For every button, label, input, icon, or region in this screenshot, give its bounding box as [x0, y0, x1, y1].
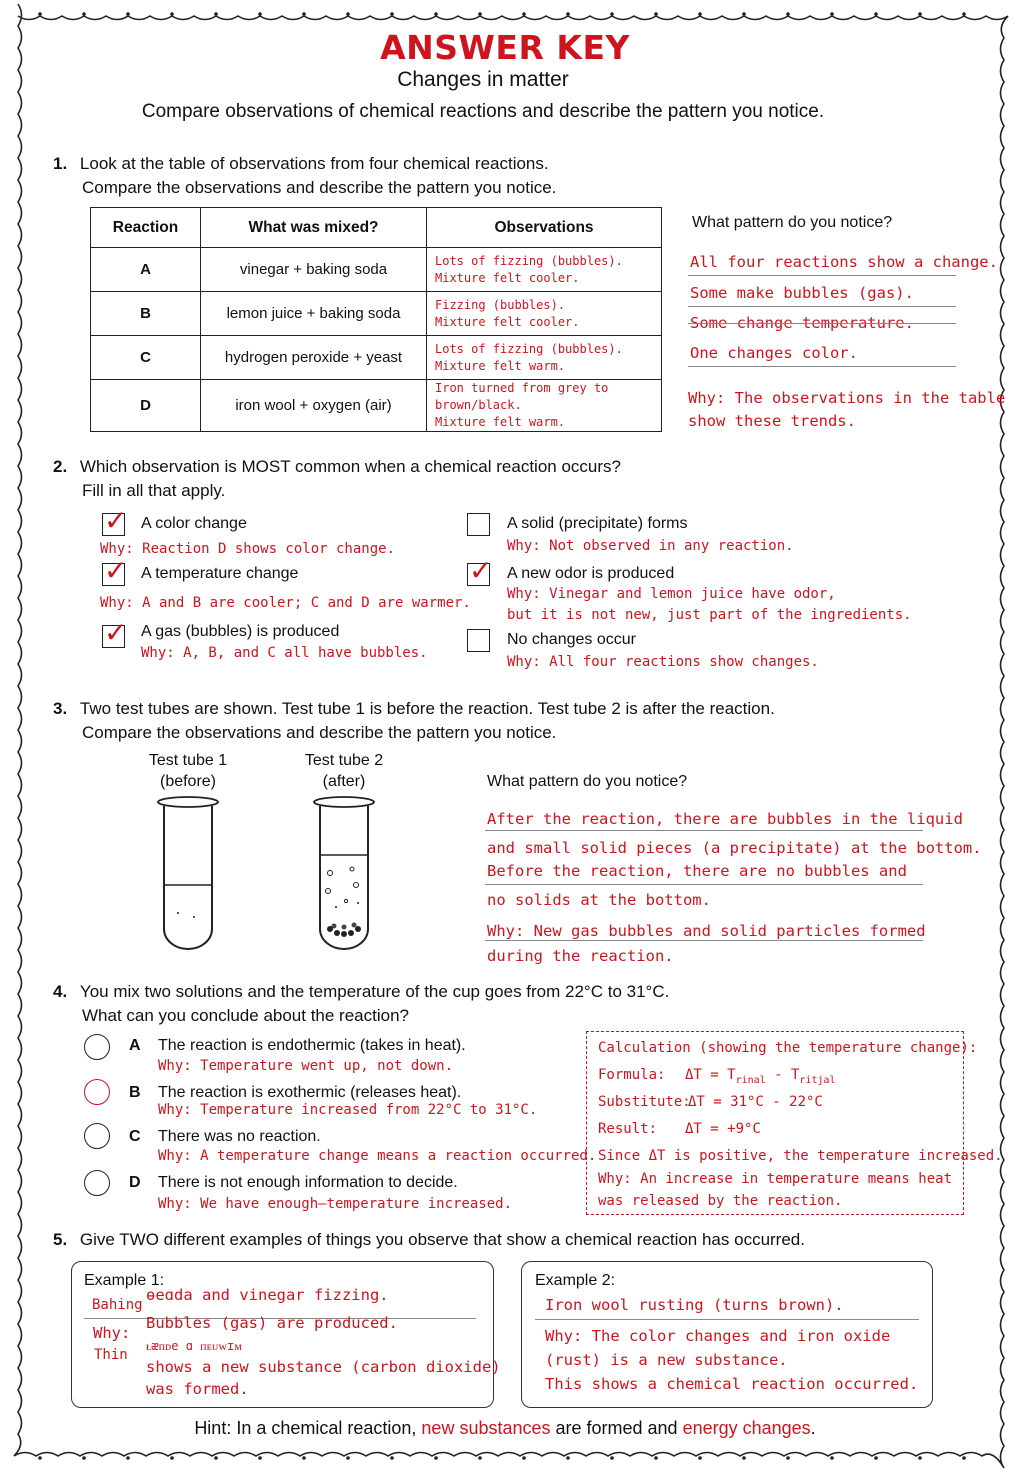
- option-label: A gas (bubbles) is produced: [141, 623, 340, 640]
- example-1-line: Why:: [93, 1324, 131, 1342]
- q4-number: 4.: [53, 982, 68, 1001]
- checkbox-solid-forms[interactable]: [467, 513, 490, 536]
- q2-line2: Fill in all that apply.: [82, 481, 226, 500]
- q3-line2: Compare the observations and describe the pattern you notice.: [82, 723, 557, 742]
- radio-option-b[interactable]: [84, 1079, 110, 1105]
- border-dot: [258, 1456, 262, 1460]
- q1-why-line: Why: The observations in the table: [688, 389, 1006, 407]
- border-dot: [126, 12, 130, 16]
- answer-rule: [688, 366, 956, 367]
- q1-why-line: show these trends.: [688, 412, 856, 430]
- q5-line1: Give TWO different examples of things you observe that show a chemical reaction has occurred.: [79, 1230, 805, 1249]
- q3-number: 3.: [53, 699, 68, 718]
- border-dot: [214, 12, 218, 16]
- test-tube-before: [150, 793, 230, 953]
- table-row: [91, 292, 662, 336]
- option-why: Why: Temperature increased from 22°C to 31°C.: [158, 1102, 538, 1118]
- mixed-cell: vinegar + baking soda: [201, 248, 427, 292]
- example-2-line: Iron wool rusting (turns brown).: [545, 1296, 844, 1314]
- example-1-line: Bahi̇ng: [92, 1297, 143, 1313]
- observations-table: [90, 207, 662, 432]
- calc-result-label: Result:: [598, 1121, 658, 1137]
- border-dot: [566, 12, 570, 16]
- border-dot: [918, 12, 922, 16]
- calc-result: ΔT = +9°C: [685, 1121, 761, 1137]
- option-label: A temperature change: [141, 565, 299, 582]
- example-2-line: This shows a chemical reaction occurred.: [545, 1375, 919, 1393]
- border-dot: [434, 1456, 438, 1460]
- example-1-line: shows a new substance (carbon dioxide): [146, 1358, 501, 1376]
- border-dot: [38, 12, 42, 16]
- option-letter: C: [129, 1128, 141, 1145]
- option-label: The reaction is exothermic (releases heat).: [158, 1084, 462, 1101]
- check-icon: ✓: [469, 554, 493, 587]
- q1-answer-line: All four reactions show a change.: [690, 253, 998, 271]
- observation-cell: Iron turned from grey to brown/black. Mixture felt warm.: [427, 380, 662, 432]
- border-dot: [830, 12, 834, 16]
- border-dot: [390, 1456, 394, 1460]
- q3-answer-line: no solids at the bottom.: [487, 891, 711, 909]
- border-dot: [522, 1456, 526, 1460]
- option-label: A color change: [141, 515, 247, 532]
- option-why: Why: A and B are cooler; C and D are warmer.: [100, 595, 471, 611]
- border-dot: [126, 1456, 130, 1460]
- reaction-cell: C: [91, 336, 201, 380]
- observation-cell: Fizzing (bubbles). Mixture felt cooler.: [427, 292, 662, 336]
- radio-option-a[interactable]: [84, 1034, 110, 1060]
- option-label: A solid (precipitate) forms: [507, 515, 688, 532]
- border-dot: [830, 1456, 834, 1460]
- option-why: Why: Reaction D shows color change.: [100, 541, 396, 557]
- option-letter: D: [129, 1174, 141, 1191]
- border-dot: [918, 1456, 922, 1460]
- q1-pattern-prompt: What pattern do you notice?: [692, 214, 893, 231]
- calc-substitute-label: Substitute:: [598, 1094, 691, 1110]
- mixed-cell: hydrogen peroxide + yeast: [201, 336, 427, 380]
- q1-number: 1.: [53, 154, 68, 173]
- example-1-line: ᴌᴂᴨᴅe ɑ ᴨᴇᴜᴡɪᴍ: [146, 1339, 242, 1353]
- answer-rule: [485, 940, 923, 941]
- option-label: No changes occur: [507, 631, 636, 648]
- border-dot: [390, 12, 394, 16]
- border-dot: [566, 1456, 570, 1460]
- calc-note: was released by the reaction.: [598, 1193, 843, 1209]
- q1-line2: Compare the observations and describe the pattern you notice.: [82, 178, 557, 197]
- q2-number: 2.: [53, 457, 68, 476]
- q1-line1: Look at the table of observations from four chemical reactions.: [79, 154, 549, 173]
- q3-line1: Two test tubes are shown. Test tube 1 is before the reaction. Test tube 2 is after the reaction.: [79, 699, 775, 718]
- option-label: The reaction is endothermic (takes in heat).: [158, 1037, 466, 1054]
- option-why: Why: Not observed in any reaction.: [507, 538, 794, 554]
- q2-prompt: [53, 455, 621, 503]
- border-dot: [698, 12, 702, 16]
- hint-emphasis: energy changes: [682, 1418, 811, 1438]
- border-dot: [610, 1456, 614, 1460]
- q3-answer-line: After the reaction, there are bubbles in the liquid: [487, 810, 963, 828]
- calc-substitute: ΔT = 31°C - 22°C: [688, 1094, 823, 1110]
- q3-prompt: [53, 697, 775, 745]
- option-letter: A: [129, 1037, 141, 1054]
- border-dot: [654, 12, 658, 16]
- option-label: There was no reaction.: [158, 1128, 321, 1145]
- example-1-line: Bubbles (gas) are produced.: [146, 1314, 398, 1332]
- calc-formula: $\Delta T = T_{rinal} - T_{ritjal}$: [685, 1067, 836, 1086]
- q3-answer-line: Why: New gas bubbles and solid particles formed: [487, 922, 926, 940]
- answer-rule: [535, 1319, 919, 1320]
- border-dot: [478, 1456, 482, 1460]
- border-dot: [38, 1456, 42, 1460]
- border-dot: [478, 12, 482, 16]
- border-dot: [610, 12, 614, 16]
- checkbox-gas-produced[interactable]: [102, 616, 128, 649]
- page-title: ANSWER KEY: [380, 28, 630, 67]
- reaction-cell: D: [91, 380, 201, 432]
- option-why: Why: A, B, and C all have bubbles.: [141, 645, 428, 661]
- q1-prompt: [53, 152, 556, 200]
- border-dot: [302, 1456, 306, 1460]
- example-1-line: Thin: [94, 1347, 128, 1363]
- option-label: A new odor is produced: [507, 565, 675, 582]
- border-dot: [82, 12, 86, 16]
- radio-option-d[interactable]: [84, 1170, 110, 1196]
- table-header-row: [91, 208, 662, 248]
- table-row: [91, 248, 662, 292]
- check-icon: ✓: [104, 616, 128, 649]
- tube2-caption: Test tube 2 (after): [304, 752, 384, 790]
- observation-cell: Lots of fizzing (bubbles). Mixture felt cooler.: [427, 248, 662, 292]
- q3-answer-line: and small solid pieces (a precipitate) at the bottom.: [487, 839, 982, 857]
- calc-title: Calculation (showing the temperature change):: [598, 1040, 978, 1056]
- option-why: Why: Temperature went up, not down.: [158, 1058, 454, 1074]
- answer-rule: [485, 830, 923, 831]
- border-dot: [742, 1456, 746, 1460]
- option-why-cont: but it is not new, just part of the ingredients.: [507, 607, 912, 623]
- header-observations: Observations: [427, 208, 662, 248]
- example-2-line: (rust) is a new substance.: [545, 1351, 788, 1369]
- answer-rule: [485, 884, 923, 885]
- checkbox-temperature-change[interactable]: [102, 554, 128, 587]
- checkbox-no-changes[interactable]: [467, 629, 490, 652]
- option-why: Why: Vinegar and lemon juice have odor,: [507, 586, 836, 602]
- border-dot: [170, 12, 174, 16]
- example-1-label: Example 1:: [84, 1272, 165, 1289]
- tube1-caption: Test tube 1 (before): [148, 752, 228, 790]
- table-row: [91, 380, 662, 432]
- q4-line2: What can you conclude about the reaction?: [82, 1006, 409, 1025]
- calc-note: Why: An increase in temperature means heat: [598, 1171, 953, 1187]
- test-tube-after: [306, 793, 386, 953]
- q1-answer-line: Some make bubbles (gas).: [690, 284, 914, 302]
- border-dot: [302, 12, 306, 16]
- border-dot: [786, 1456, 790, 1460]
- option-letter: B: [129, 1084, 141, 1101]
- border-dot: [786, 12, 790, 16]
- border-dot: [874, 1456, 878, 1460]
- observation-cell: Lots of fizzing (bubbles). Mixture felt warm.: [427, 336, 662, 380]
- table-row: [91, 336, 662, 380]
- answer-rule: [688, 306, 956, 307]
- reaction-cell: A: [91, 248, 201, 292]
- header-reaction: Reaction: [91, 208, 201, 248]
- border-dot: [698, 1456, 702, 1460]
- q3-pattern-prompt: What pattern do you notice?: [487, 773, 688, 790]
- q3-answer-line: Before the reaction, there are no bubbles and: [487, 862, 907, 880]
- border-dot: [654, 1456, 658, 1460]
- border-dot: [962, 12, 966, 16]
- option-why: Why: All four reactions show changes.: [507, 654, 819, 670]
- check-icon: ✓: [104, 554, 128, 587]
- border-dot: [170, 1456, 174, 1460]
- option-why: Why: We have enough—temperature increased.: [158, 1196, 513, 1212]
- border-dot: [434, 12, 438, 16]
- q2-line1: Which observation is MOST common when a chemical reaction occurs?: [79, 457, 621, 476]
- check-icon: ✓: [104, 504, 128, 537]
- q5-prompt: [53, 1228, 805, 1252]
- border-dot: [962, 1456, 966, 1460]
- border-dot: [522, 12, 526, 16]
- border-dot: [874, 12, 878, 16]
- border-dot: [346, 1456, 350, 1460]
- border-dot: [742, 12, 746, 16]
- header-mixed: What was mixed?: [201, 208, 427, 248]
- border-dot: [346, 12, 350, 16]
- reaction-cell: B: [91, 292, 201, 336]
- example-2-line: Why: The color changes and iron oxide: [545, 1327, 891, 1345]
- border-dot: [82, 1456, 86, 1460]
- hint-text: Hint: In a chemical reaction, new substances are formed and energy changes.: [194, 1418, 816, 1438]
- answer-rule: [688, 275, 956, 276]
- hint-emphasis: new substances: [421, 1418, 551, 1438]
- q4-line1: You mix two solutions and the temperature of the cup goes from 22°C to 31°C.: [79, 982, 670, 1001]
- option-label: There is not enough information to decide.: [158, 1174, 458, 1191]
- mixed-cell: lemon juice + baking soda: [201, 292, 427, 336]
- answer-rule: [688, 323, 956, 324]
- page-subtitle: Changes in matter: [397, 68, 569, 91]
- radio-option-c[interactable]: [84, 1123, 110, 1149]
- q4-prompt: [53, 980, 669, 1028]
- q1-answer-line: One changes color.: [690, 344, 858, 362]
- calc-formula-label: Formula:: [598, 1067, 666, 1083]
- q3-answer-line: during the reaction.: [487, 947, 674, 965]
- example-1-line: ѳeɑda and vinegar fizzing.: [146, 1286, 389, 1304]
- calc-note: Since ΔT is positive, the temperature increased.: [598, 1148, 1003, 1164]
- checkbox-new-odor[interactable]: [467, 554, 493, 587]
- border-dot: [258, 12, 262, 16]
- instructions: Compare observations of chemical reactions and describe the pattern you notice.: [141, 101, 825, 122]
- mixed-cell: iron wool + oxygen (air): [201, 380, 427, 432]
- example-1-line: was formed.: [146, 1380, 249, 1398]
- checkbox-color-change[interactable]: [102, 504, 128, 537]
- example-2-label: Example 2:: [535, 1272, 616, 1289]
- q5-number: 5.: [53, 1230, 68, 1249]
- q1-answer-line: Some change temperature.: [690, 314, 914, 332]
- option-why: Why: A temperature change means a reaction occurred.: [158, 1148, 597, 1164]
- border-dot: [214, 1456, 218, 1460]
